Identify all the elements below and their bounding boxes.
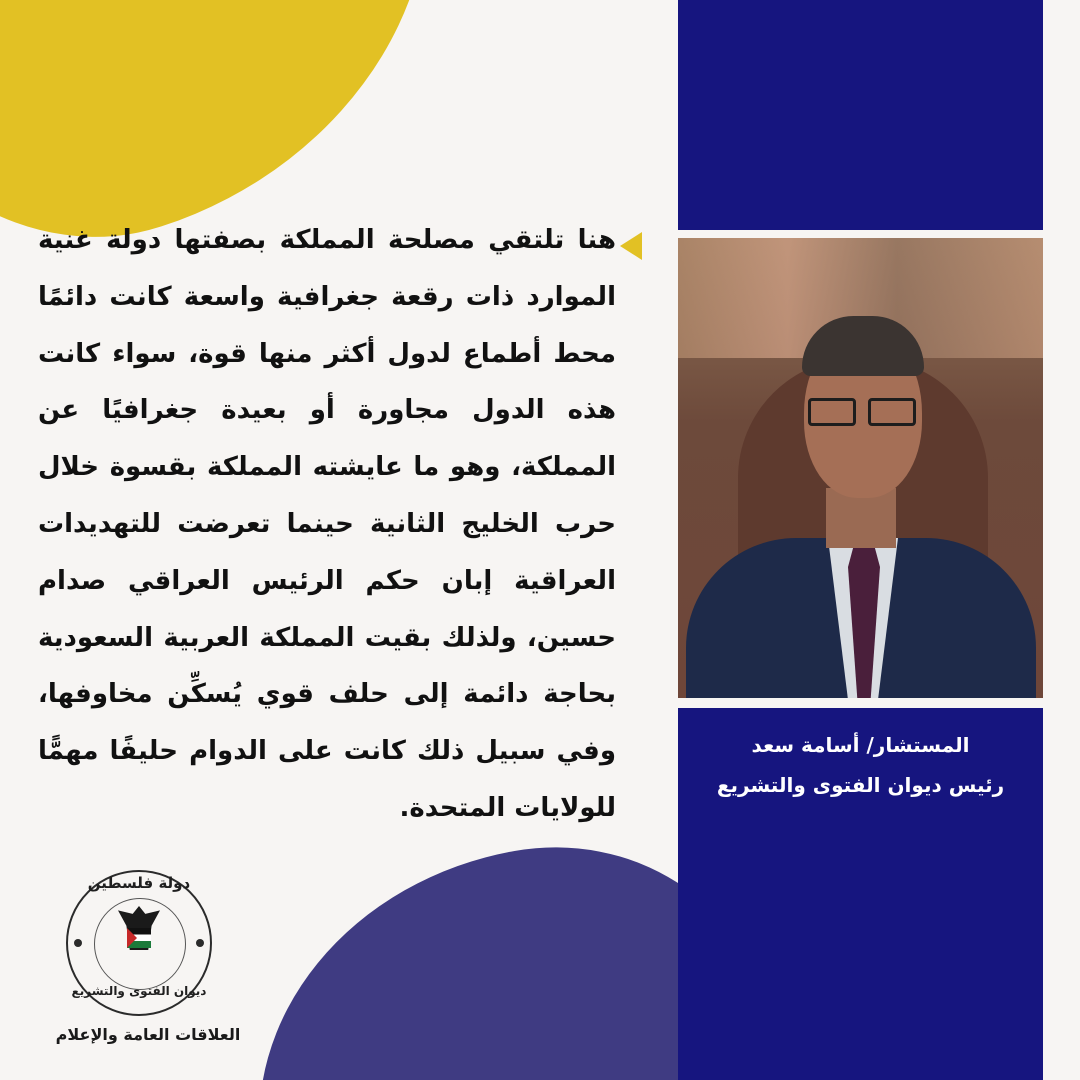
department-label: العلاقات العامة والإعلام	[55, 1025, 241, 1044]
palestine-flag-icon	[127, 928, 151, 948]
quote-paragraph: هنا تلتقي مصلحة المملكة بصفتها دولة غنية الموارد ذات رقعة جغرافية واسعة كانت دائمًا محط أطماع لدول أكثر منها قوة، سواء كانت هذه الدول مجاورة أو بعيدة جغرافيًا عن المملكة، وهو ما عايشته المملكة بقسوة خلال حرب الخليج الثانية حينما تعرضت للتهديدات العراقية إبان حكم الرئيس العراقي صدام حسين، ولذلك بقيت المملكة العربية السعودية بحاجة دائمة إلى حلف قوي يُسكِّن مخاوفها، وفي سبيل ذلك كانت على الدوام حليفًا مهمًّا للولايات المتحدة.	[38, 225, 616, 823]
speaker-role: رئيس ديوان الفتوى والتشريع	[716, 773, 1005, 797]
triangle-bullet-icon	[620, 232, 642, 260]
portrait-photo	[678, 238, 1043, 698]
seal-bottom-text: ديوان الفتوى والتشريع	[71, 984, 207, 998]
seal-top-text: دولة فلسطين	[87, 874, 191, 892]
glasses	[808, 398, 920, 428]
ministry-seal	[66, 870, 212, 1016]
speaker-name: المستشار/ أسامة سعد	[751, 733, 970, 757]
navy-panel-top	[678, 0, 1043, 230]
speaker-caption	[678, 728, 1043, 802]
